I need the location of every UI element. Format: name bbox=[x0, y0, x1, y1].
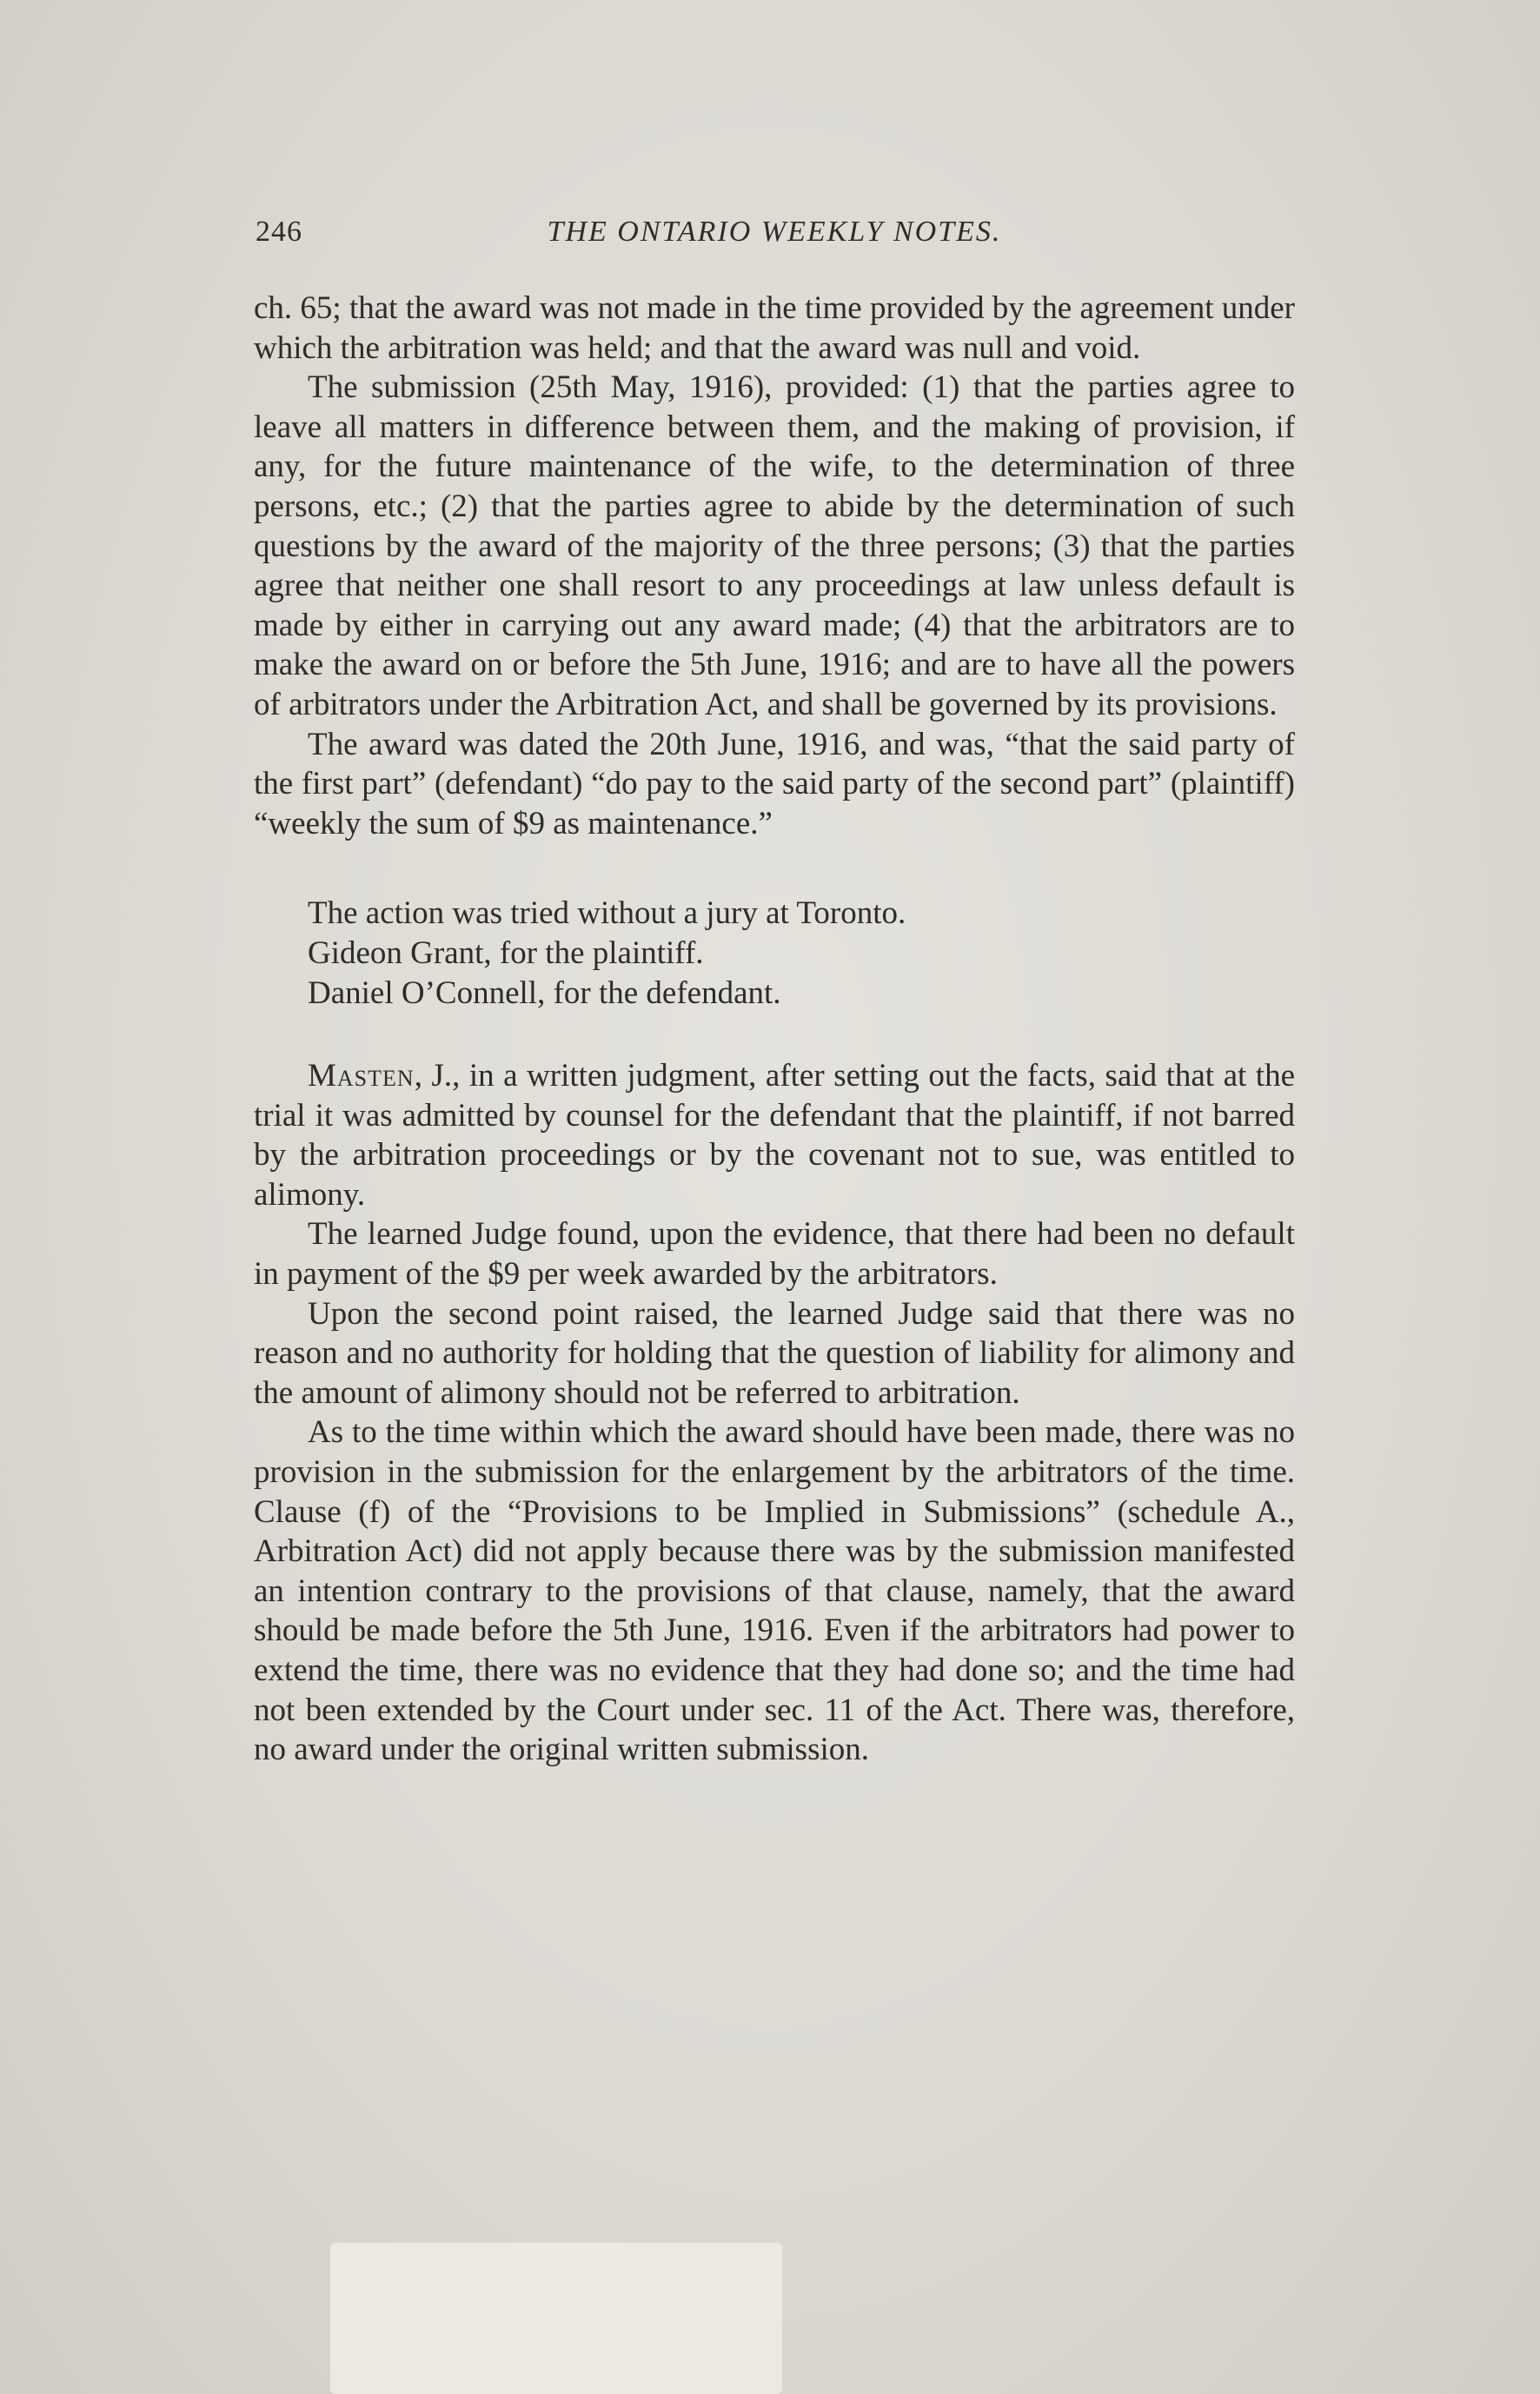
paragraph-award: The award was dated the 20th June, 1916, and was, “that the said party of the first part” (defendant) “do pay to the said party of the second part” (plaintiff) “weekly the sum of $9 as maintenance.” bbox=[254, 726, 1295, 841]
section-gap bbox=[254, 1013, 1295, 1056]
paragraph-second-point: Upon the second point raised, the learned Judge said that there was no reason and no authority for holding that the question of liability for alimony and the amount of alimony should not be referred to arbitration. bbox=[254, 1295, 1295, 1411]
judge-name: Masten bbox=[308, 1058, 415, 1094]
counsel-plaintiff: Gideon Grant, for the plaintiff. bbox=[308, 934, 704, 971]
paragraph-submission: The submission (25th May, 1916), provided: (1) that the parties agree to leave all matters in difference between them, and the making of provision, if any, for the future maintenance of the wife, to the determination of three persons, etc.; (2) that the parties agree to abide by the determination of such questions by the award of the majority of the three persons; (3) that the parties agree that neither one shall resort to any proceedings at law unless default is made by either in carrying out any award made; (4) that the arbitrators are to make the award on or before the 5th June, 1916; and are to have all the powers of arbitrators under the Arbitration Act, and shall be governed by its provisions. bbox=[254, 369, 1295, 722]
page-header bbox=[254, 207, 1295, 259]
paragraph-time: As to the time within which the award should have been made, there was no provision in the submission for the enlargement by the arbitrators of the time. Clause (f) of the “Provisions to be Implied in Submissions” (schedule A., Arbitration Act) did not apply because there was by the submission manifested an intention contrary to the provisions of that clause, namely, that the award should be made before the 5th June, 1916. Even if the arbitrators had power to extend the time, there was no evidence that they had done so; and the time had not been extended by the Court under sec. 11 of the Act. There was, therefore, no award under the original written submission. bbox=[254, 1414, 1295, 1768]
section-gap bbox=[254, 843, 1295, 894]
judgment-opening: , J., in a written judgment, after setting out the facts, said that at the trial it was admitted by counsel for the defendant that the plaintiff, if not barred by the arbitration proceedings or by the covenant not to sue, was entitled to alimony. bbox=[254, 1058, 1295, 1213]
trial-line: The action was tried without a jury at Toronto. bbox=[308, 895, 906, 932]
paragraph-judgment bbox=[254, 1056, 1295, 1214]
page-content bbox=[254, 207, 1295, 1770]
running-title: THE ONTARIO WEEKLY NOTES. bbox=[547, 216, 1002, 248]
paragraph-default: The learned Judge found, upon the evidence, that there had been no default in payment of the $9 per week awarded by the arbitrators. bbox=[254, 1216, 1295, 1293]
paper-tab bbox=[330, 2243, 782, 2394]
page-number: 246 bbox=[256, 216, 302, 248]
paragraph-continuation: ch. 65; that the award was not made in the time provided by the agreement under which the arbitration was held; and that the award was null and void. bbox=[254, 290, 1296, 366]
counsel-defendant: Daniel O’Connell, for the defendant. bbox=[308, 974, 781, 1011]
